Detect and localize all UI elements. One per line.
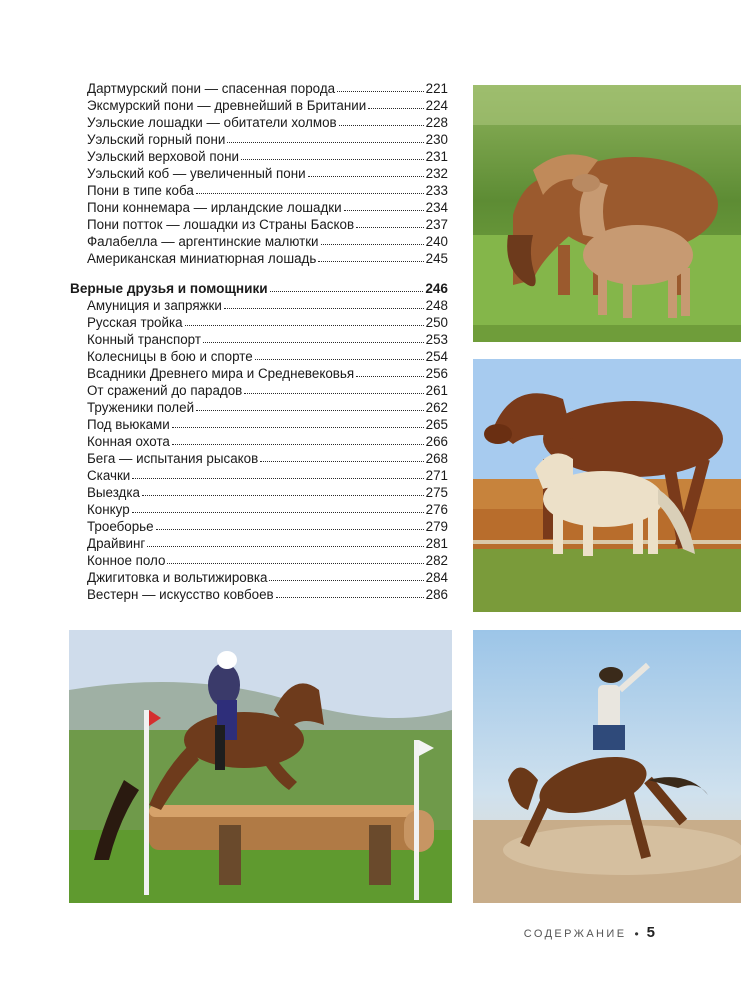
toc-entry-page: 232	[425, 166, 448, 181]
toc-entry[interactable]	[70, 148, 448, 165]
toc-entry-page: 254	[425, 349, 448, 364]
toc-leader-dots	[196, 400, 424, 411]
toc-entry[interactable]	[70, 314, 448, 331]
photo-horse-and-pony-running	[473, 359, 741, 612]
toc-leader-dots	[337, 81, 424, 92]
toc-entry[interactable]	[70, 365, 448, 382]
toc-entry[interactable]	[70, 80, 448, 97]
toc-entry[interactable]	[70, 433, 448, 450]
toc-entry[interactable]	[70, 250, 448, 267]
toc-entry-title: Выездка	[87, 485, 140, 500]
toc-leader-dots	[196, 183, 424, 194]
toc-entry[interactable]	[70, 382, 448, 399]
toc-entry-title: Амуниция и запряжки	[87, 298, 222, 313]
toc-entry-page: 275	[425, 485, 448, 500]
toc-entry-title: Пони в типе коба	[87, 183, 194, 198]
toc-entry-page: 279	[425, 519, 448, 534]
toc-leader-dots	[147, 536, 423, 547]
toc-entry[interactable]	[70, 182, 448, 199]
toc-entry-title: Вестерн — искусство ковбоев	[87, 587, 274, 602]
toc-entry-page: 286	[425, 587, 448, 602]
toc-entry-page: 231	[425, 149, 448, 164]
toc-leader-dots	[270, 281, 424, 292]
toc-entry-title: Фалабелла — аргентинские малютки	[87, 234, 319, 249]
photo-rodeo-bronco	[473, 630, 741, 903]
toc-entry-title: Уэльский коб — увеличенный пони	[87, 166, 306, 181]
toc-leader-dots	[203, 332, 424, 343]
toc-leader-dots	[142, 485, 424, 496]
toc-entry[interactable]	[70, 233, 448, 250]
toc-leader-dots	[167, 553, 423, 564]
toc-leader-dots	[318, 251, 423, 262]
toc-entry[interactable]	[70, 297, 448, 314]
toc-entry-title: Уэльский горный пони	[87, 132, 226, 147]
toc-entry-title: Скачки	[87, 468, 131, 483]
toc-leader-dots	[132, 502, 424, 513]
footer-bullet: •	[634, 927, 639, 941]
toc-entry-title: Уэльский верховой пони	[87, 149, 239, 164]
toc-leader-dots	[339, 115, 424, 126]
toc-entry[interactable]	[70, 484, 448, 501]
toc-entry-title: Уэльские лошадки — обитатели холмов	[87, 115, 337, 130]
toc-entry-page: 245	[425, 251, 448, 266]
toc-leader-dots	[356, 366, 424, 377]
toc-entry-page: 268	[425, 451, 448, 466]
toc-entry-title: Пони коннемара — ирландские лошадки	[87, 200, 342, 215]
toc-entry-title: Драйвинг	[87, 536, 146, 551]
toc-entry[interactable]	[70, 97, 448, 114]
toc-entry[interactable]	[70, 467, 448, 484]
toc-entry[interactable]	[70, 569, 448, 586]
toc-entry-title: Колесницы в бою и спорте	[87, 349, 253, 364]
toc-leader-dots	[172, 417, 424, 428]
toc-leader-dots	[276, 587, 424, 598]
toc-entry-title: Эксмурский пони — древнейший в Британии	[87, 98, 367, 113]
toc-leader-dots	[227, 132, 423, 143]
toc-entry[interactable]	[70, 165, 448, 182]
toc-entry[interactable]	[70, 552, 448, 569]
toc-leader-dots	[308, 166, 424, 177]
toc-leader-dots	[224, 298, 424, 309]
toc-entry-page: 240	[425, 234, 448, 249]
toc-leader-dots	[269, 570, 423, 581]
toc-entry-title: Бега — испытания рысаков	[87, 451, 259, 466]
toc-group-helpers	[70, 297, 448, 603]
toc-entry[interactable]	[70, 216, 448, 233]
toc-leader-dots	[368, 98, 423, 109]
toc-entry-title: Труженики полей	[87, 400, 195, 415]
toc-entry-title: Конкур	[87, 502, 130, 517]
toc-entry[interactable]	[70, 331, 448, 348]
toc-entry[interactable]	[70, 348, 448, 365]
toc-leader-dots	[241, 149, 424, 160]
toc-leader-dots	[185, 315, 424, 326]
toc-entry-page: 233	[425, 183, 448, 198]
toc-entry-page: 266	[425, 434, 448, 449]
toc-entry[interactable]	[70, 535, 448, 552]
toc-entry[interactable]	[70, 399, 448, 416]
toc-leader-dots	[260, 451, 423, 462]
toc-entry[interactable]	[70, 518, 448, 535]
toc-entry-title: От сражений до парадов	[87, 383, 243, 398]
toc-entry-page: 271	[425, 468, 448, 483]
toc-entry-title: Русская тройка	[87, 315, 183, 330]
toc-entry-page: 234	[425, 200, 448, 215]
toc-entry[interactable]	[70, 199, 448, 216]
toc-entry-title: Под вьюками	[87, 417, 170, 432]
toc-entry-page: 281	[425, 536, 448, 551]
toc-entry-page: 261	[425, 383, 448, 398]
toc-leader-dots	[172, 434, 424, 445]
toc-entry-page: 265	[425, 417, 448, 432]
table-of-contents	[70, 80, 448, 603]
toc-leader-dots	[255, 349, 424, 360]
toc-entry-title: Всадники Древнего мира и Средневековья	[87, 366, 355, 381]
toc-entry-page: 248	[425, 298, 448, 313]
toc-leader-dots	[132, 468, 423, 479]
toc-entry-page: 230	[425, 132, 448, 147]
toc-section-page: 246	[425, 281, 448, 296]
toc-leader-dots	[356, 217, 424, 228]
toc-entry-page: 250	[425, 315, 448, 330]
toc-entry-title: Джигитовка и вольтижировка	[87, 570, 268, 585]
toc-entry-title: Конная охота	[87, 434, 170, 449]
toc-entry-page: 282	[425, 553, 448, 568]
running-footer: СОДЕРЖАНИЕ	[523, 928, 627, 940]
toc-leader-dots	[344, 200, 424, 211]
toc-entry-page: 237	[425, 217, 448, 232]
toc-entry[interactable]	[70, 450, 448, 467]
toc-leader-dots	[156, 519, 424, 530]
toc-entry-title: Конный транспорт	[87, 332, 201, 347]
toc-entry[interactable]	[70, 131, 448, 148]
toc-section-title: Верные друзья и помощники	[70, 281, 268, 296]
photo-pony-and-foal	[473, 85, 741, 342]
toc-entry-page: 256	[425, 366, 448, 381]
toc-entry-page: 262	[425, 400, 448, 415]
toc-entry[interactable]	[70, 586, 448, 603]
toc-leader-dots	[244, 383, 423, 394]
toc-entry[interactable]	[70, 114, 448, 131]
page-number: 5	[646, 924, 655, 941]
toc-section-heading[interactable]	[70, 280, 448, 297]
toc-leader-dots	[321, 234, 424, 245]
toc-entry-page: 228	[425, 115, 448, 130]
toc-group-ponies	[70, 80, 448, 267]
toc-entry-page: 224	[425, 98, 448, 113]
toc-entry-page: 276	[425, 502, 448, 517]
toc-entry-page: 284	[425, 570, 448, 585]
toc-entry-page: 221	[425, 81, 448, 96]
toc-entry-title: Конное поло	[87, 553, 166, 568]
toc-entry[interactable]	[70, 416, 448, 433]
toc-entry-title: Американская миниатюрная лошадь	[87, 251, 317, 266]
toc-entry-title: Троеборье	[87, 519, 154, 534]
photo-eventing-jump	[69, 630, 452, 903]
toc-entry-title: Пони потток — лошадки из Страны Басков	[87, 217, 355, 232]
toc-entry-title: Дартмурский пони — спасенная порода	[87, 81, 336, 96]
toc-entry-page: 253	[425, 332, 448, 347]
toc-entry[interactable]	[70, 501, 448, 518]
